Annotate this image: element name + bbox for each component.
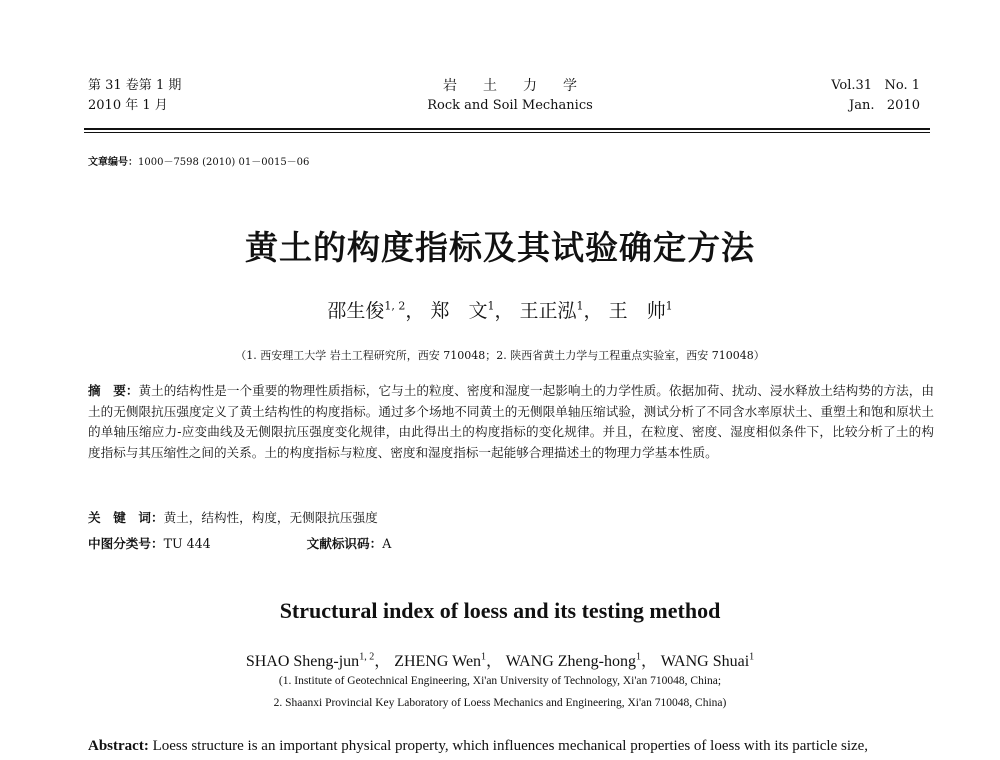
- author-en: WANG Zheng-hong$^1$，: [505, 651, 657, 670]
- journal-name-en: Rock and Soil Mechanics: [427, 98, 593, 113]
- author-en: WANG Shuai$^1$: [660, 651, 755, 670]
- abstract-en: [88, 738, 934, 755]
- author-en: SHAO Sheng-jun$^{1, 2}$，: [245, 651, 391, 670]
- clc-label: 中图分类号：: [88, 536, 164, 551]
- journal-name-zh: 岩土力学: [443, 78, 603, 94]
- clc-value: TU 444: [163, 536, 211, 551]
- doc-code-value: A: [382, 536, 392, 551]
- keywords-zh: [88, 507, 378, 526]
- header-right: [831, 76, 920, 116]
- author-zh: 郑 文$^1$，: [430, 299, 514, 322]
- paper-title-en: Structural index of loess and its testing method: [279, 598, 721, 623]
- author-zh: 王正泓$^1$，: [519, 299, 603, 322]
- header-center: [340, 76, 680, 116]
- keywords-zh-text: 黄土，结构性，构度，无侧限抗压强度: [163, 510, 378, 525]
- abstract-zh: [88, 381, 934, 463]
- paper-title-zh: 黄土的构度指标及其试验确定方法: [245, 228, 755, 267]
- doc-code-label: 文献标识码：: [306, 536, 383, 551]
- keywords-zh-label: 关 键 词：: [88, 510, 164, 525]
- affiliation-en-line-1: (1. Institute of Geotechnical Engineering, Xi'an University of Technology, Xi'an 710048, China;: [278, 675, 722, 687]
- authors-zh: [0, 296, 1000, 323]
- article-number-label: 文章编号：: [88, 157, 138, 168]
- abstract-en-label: Abstract:: [88, 738, 149, 754]
- affiliation-en-line-2: 2. Shaanxi Provincial Key Laboratory of Loess Mechanics and Engineering, Xi'an 710048, China): [273, 697, 727, 709]
- article-number-value: 1000－7598 (2010) 01－0015－06: [138, 157, 310, 168]
- author-zh: 邵生俊$^{1, 2}$，: [327, 299, 425, 322]
- article-number: [88, 153, 309, 168]
- abstract-zh-text: 黄土的结构性是一个重要的物理性质指标，它与土的粒度、密度和湿度一起影响土的力学性质。依据加荷、扰动、浸水释放土结构势的方法，由土的无侧限抗压强度定义了黄土结构性的构度指标。通过多个场地不同黄土的无侧限单轴压缩试验，测试分析了不同含水率原状土、重塑土和饱和原状土的单轴压缩应力-应变曲线及无侧限抗压强度变化规律，由此得出土的构度指标的变化规律。并且，在粒度、密度、湿度相似条件下，比较分析了土的构度指标与其压缩性之间的关系。土的构度指标与粒度、密度和湿度指标一起能够合理描述土的物理力学基本性质。: [88, 383, 935, 460]
- header-rule-thin: [84, 132, 930, 133]
- year-en: 2010: [886, 98, 920, 113]
- affiliation-zh: （1. 西安理工大学 岩土工程研究所，西安 710048；2. 陕西省黄土力学与工程重点实验室，西安 710048）: [235, 349, 765, 362]
- author-en: ZHENG Wen$^1$，: [394, 651, 503, 670]
- volume-en: Vol.31: [831, 78, 873, 93]
- number-en: No. 1: [884, 78, 920, 93]
- date-zh: 2010 年 1 月: [88, 98, 168, 113]
- author-zh: 王 帅$^1$: [608, 299, 673, 322]
- abstract-zh-label: 摘 要：: [88, 383, 139, 398]
- authors-en: [0, 648, 1000, 671]
- classification-line: [88, 533, 391, 552]
- abstract-en-text: Loess structure is an important physical property, which influences mechanical properties of loess with its particle size,: [152, 738, 869, 754]
- volume-issue-zh: 第 31 卷第 1 期: [88, 78, 182, 93]
- month-en: Jan.: [849, 98, 875, 113]
- header-rule-thick: [84, 128, 930, 130]
- header-left: [88, 76, 181, 116]
